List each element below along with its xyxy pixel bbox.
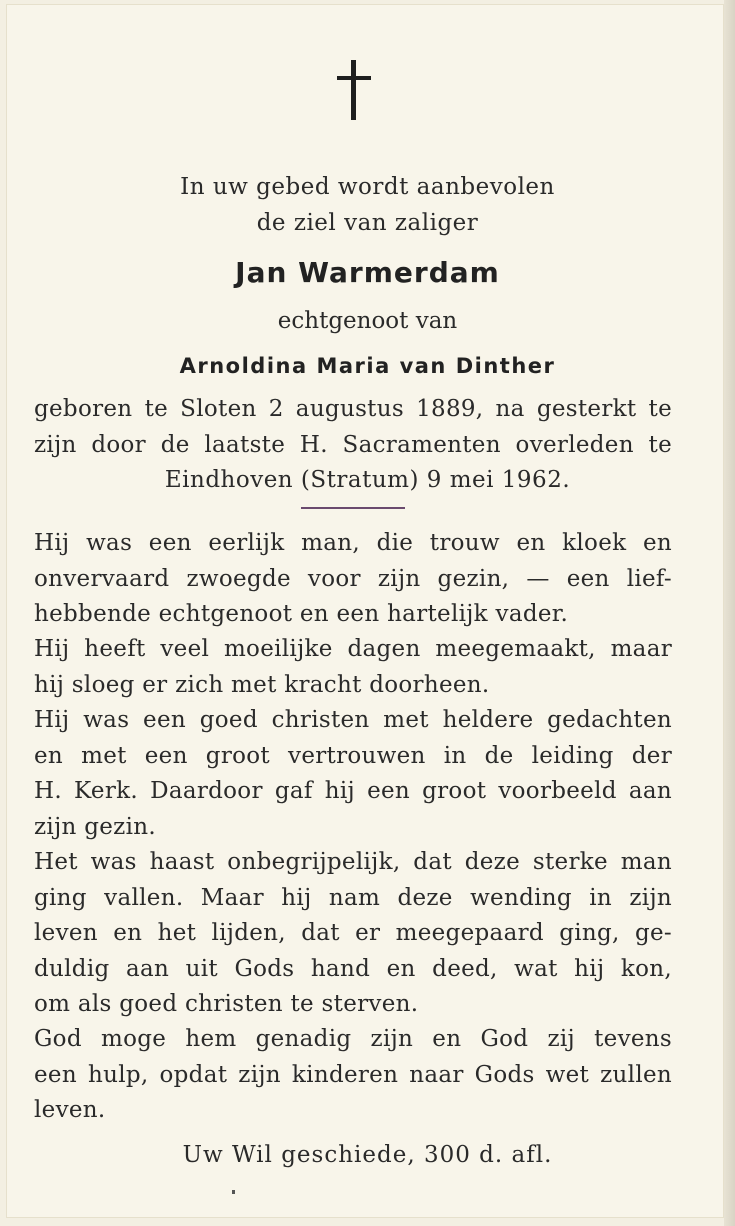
- intro-line-1: In uw gebed wordt aanbevolen: [180, 174, 555, 200]
- body-line-4: Hij heeft veel moeilijke dagen meegemaakt, maar: [34, 636, 672, 662]
- spouse-label: echtgenoot van: [277, 308, 458, 334]
- intro-line-2: de ziel van zaliger: [256, 210, 479, 236]
- body-line-5: hij sloeg er zich met kracht doorheen.: [34, 672, 490, 698]
- body-line-10: Het was haast onbegrijpelijk, dat deze sterke man: [34, 849, 672, 875]
- body-line-11: ging vallen. Maar hij nam deze wending in zijn: [34, 885, 672, 911]
- closing-line: Uw Wil geschiede, 300 d. afl.: [182, 1142, 553, 1168]
- body-line-8: H. Kerk. Daardoor gaf hij een groot voorbeeld aan: [34, 778, 672, 804]
- body-line-7: en met een groot vertrouwen in de leiding der: [34, 743, 672, 769]
- body-line-15: God moge hem genadig zijn en God zij tevens: [34, 1026, 672, 1052]
- body-line-1: Hij was een eerlijk man, die trouw en kloek en: [34, 530, 672, 556]
- body-line-13: duldig aan uit Gods hand en deed, wat hij kon,: [34, 956, 672, 982]
- birth-line-2: zijn door de laatste H. Sacramenten overleden te: [34, 432, 672, 458]
- cross-icon: [337, 60, 371, 120]
- body-line-9: zijn gezin.: [34, 814, 156, 840]
- spouse-name: Arnoldina Maria van Dinther: [179, 354, 556, 378]
- body-line-3: hebbende echtgenoot en een hartelijk vader.: [34, 601, 569, 627]
- birth-line-3: Eindhoven (Stratum) 9 mei 1962.: [164, 467, 571, 493]
- deceased-name: Jan Warmerdam: [235, 256, 500, 289]
- body-line-6: Hij was een goed christen met heldere gedachten: [34, 707, 672, 733]
- body-line-12: leven en het lijden, dat er meegepaard ging, ge-: [34, 920, 672, 946]
- body-line-17: leven.: [34, 1097, 106, 1123]
- body-line-14: om als goed christen te sterven.: [34, 991, 419, 1017]
- body-line-2: onvervaard zwoegde voor zijn gezin, — een lief-: [34, 566, 672, 592]
- print-speck: [232, 1190, 235, 1194]
- birth-line-1: geboren te Sloten 2 augustus 1889, na gesterkt te: [34, 396, 672, 422]
- divider-line: [301, 507, 405, 509]
- body-line-16: een hulp, opdat zijn kinderen naar Gods wet zullen: [34, 1062, 672, 1088]
